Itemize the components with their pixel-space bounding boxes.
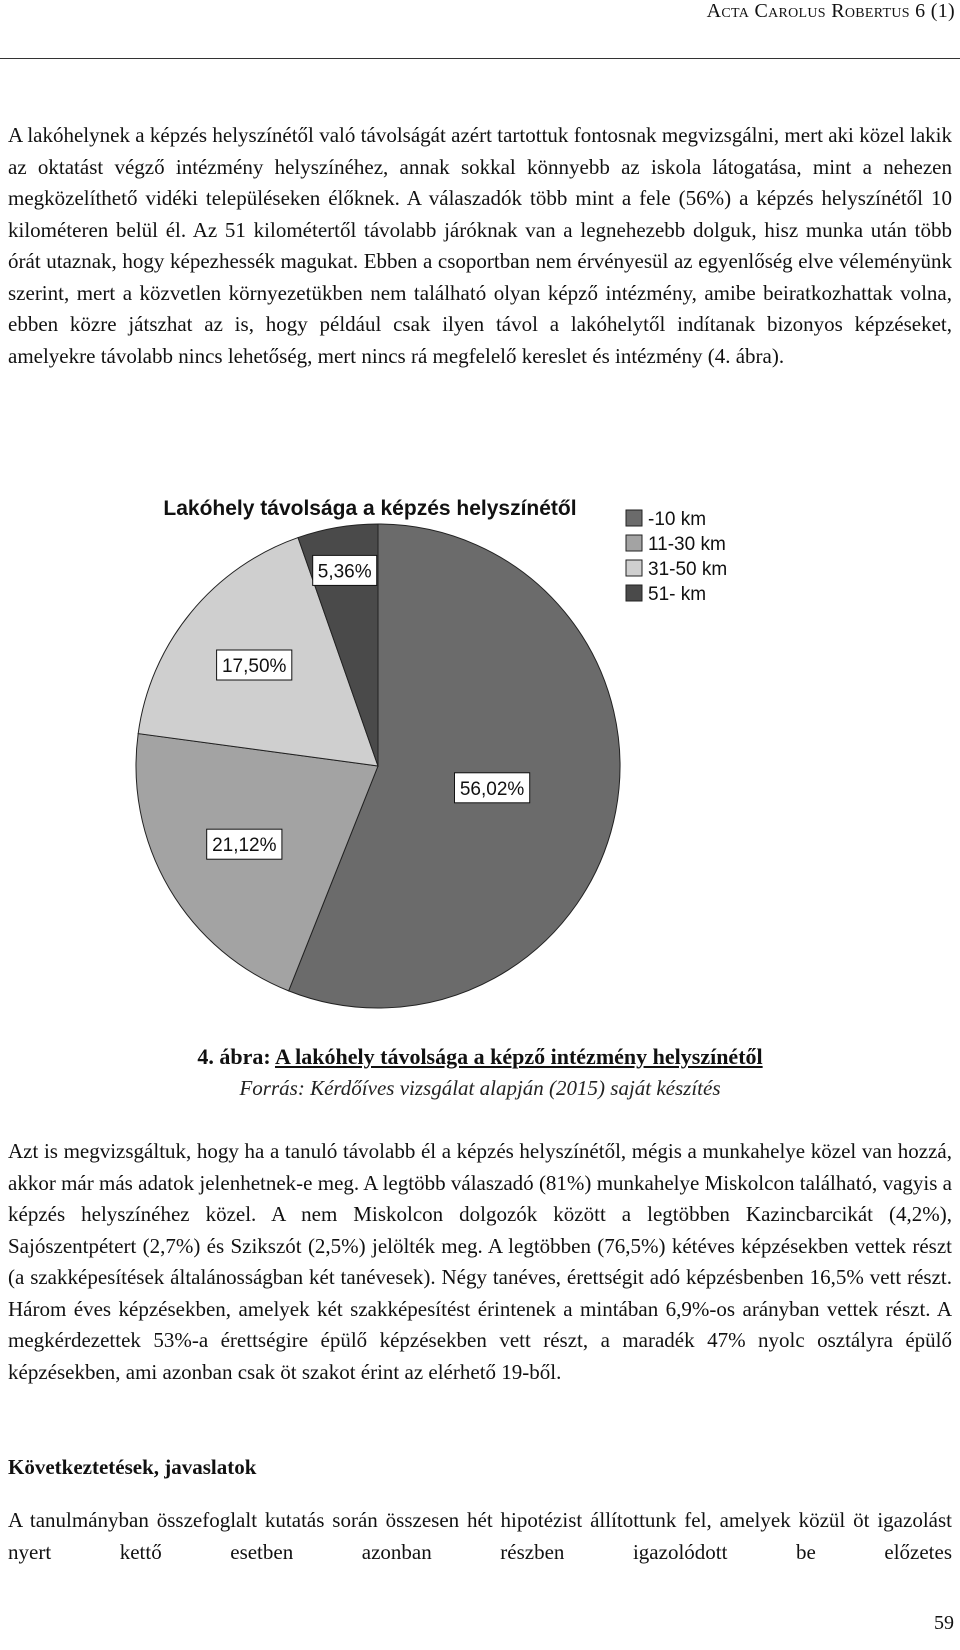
chart-legend [626,509,727,605]
legend-label-2: 11-30 km [648,534,726,555]
section-heading: Következtetések, javaslatok [8,1455,257,1479]
pie-chart-svg [120,488,840,1028]
legend-label-3: 31-50 km [648,559,728,580]
pie-chart [120,488,840,1028]
journal-name: Acta Carolus Robertus 6 (1) [706,0,955,22]
figure-caption-text: A lakóhely távolsága a képző intézmény helyszínétől [274,1044,763,1069]
chart-title: Lakóhely távolsága a képzés helyszínétől [163,497,577,520]
running-header [0,0,955,23]
data-label-3 [217,650,292,680]
legend-label-1: -10 km [648,509,707,530]
figure-caption [0,1044,960,1070]
data-label-text-2: 21,12% [212,835,277,857]
legend-swatch-3 [626,560,642,576]
legend-label-4: 51- km [648,584,707,605]
figure-caption-prefix: 4. ábra: [197,1044,271,1069]
data-label-text-1: 56,02% [459,778,525,800]
pie-slices [136,524,620,1008]
body-paragraph-3: A tanulmányban összefoglalt kutatás során összesen hét hipotézist állítottunk fel, amelyek közül öt igazolást nyert kettő esetben azonban részben igazolódott be előzetes [8,1508,952,1564]
data-label-text-3: 17,50% [221,656,287,677]
data-label-text-4: 5,36% [317,561,372,583]
legend-item-2 [626,534,726,555]
body-paragraph-2: Azt is megvizsgáltuk, hogy ha a tanuló távolabb él a képzés helyszínétől, mégis a munkahelye közel van hozzá, akkor már más adatok jelenhetnek-e meg. A legtöbb válaszadó (81%) munkahelye Miskolcon található, vagyis a képzés helyszínéhez közel. A nem Miskolcon dolgozók között a legtöbben Kazincbarcikát (4,2%), Sajószentpétert (2,7%) és Szikszót (2,5%) jelölték meg. A legtöbben (76,5%) kétéves képzésekben vettek részt (a szakképesítések általánosságban két tanévesek). Négy tanéves, érettségit adó képzésbenben 16,5% vett részt. Három éves képzésekben, amelyek két szakképesítést érintenek a mintában 6,9%-os arányban vettek részt. A megkérdezettek 53%-a érettségire épülő képzésekben vett részt, a maradék 47% nyolc osztályra épülő képzésekben, ami azonban csak öt szakot érint az elérhető 19-ből. [8,1139,952,1384]
legend-swatch-4 [626,585,642,601]
figure-source: Forrás: Kérdőíves vizsgálat alapján (2015) saját készítés [239,1076,721,1100]
legend-item-4 [626,584,706,605]
data-label-2 [207,829,282,859]
data-label-1 [455,773,530,803]
legend-swatch-1 [626,510,642,526]
legend-item-1 [626,509,706,530]
legend-item-3 [626,559,727,580]
data-label-4 [313,555,377,585]
body-paragraph-1: A lakóhelynek a képzés helyszínétől való távolságát azért tartottuk fontosnak megvizsgálni, mert aki közel lakik az oktatást végző intézmény helyszínéhez, annak sokkal könnyebb az iskola látogatása, mint a nehezen megközelíthető vidéki településeken élőknek. A válaszadók több mint a fele (56%) a képzés helyszínétől 10 kilométeren belül él. Az 51 kilométertől távolabb járóknak van a legnehezebb dolguk, hisz munka után több órát utaznak, hogy képezhessék magukat. Ebben a csoportban nem érvényesül az egyenlőség elve véleményünk szerint, mert a közvetlen környezetükben nem található olyan képző intézmény, amibe beiratkozhattak volna, ebben közre játszhat az is, hogy például csak ilyen távol a lakóhelytől indítanak bizonyos képzéseket, amelyekre távolabb nincs lehetőség, mert nincs rá megfelelő kereslet és intézmény (4. ábra). [8,123,952,368]
legend-swatch-2 [626,535,642,551]
page-number: 59 [934,1612,954,1634]
header-rule [0,58,960,59]
